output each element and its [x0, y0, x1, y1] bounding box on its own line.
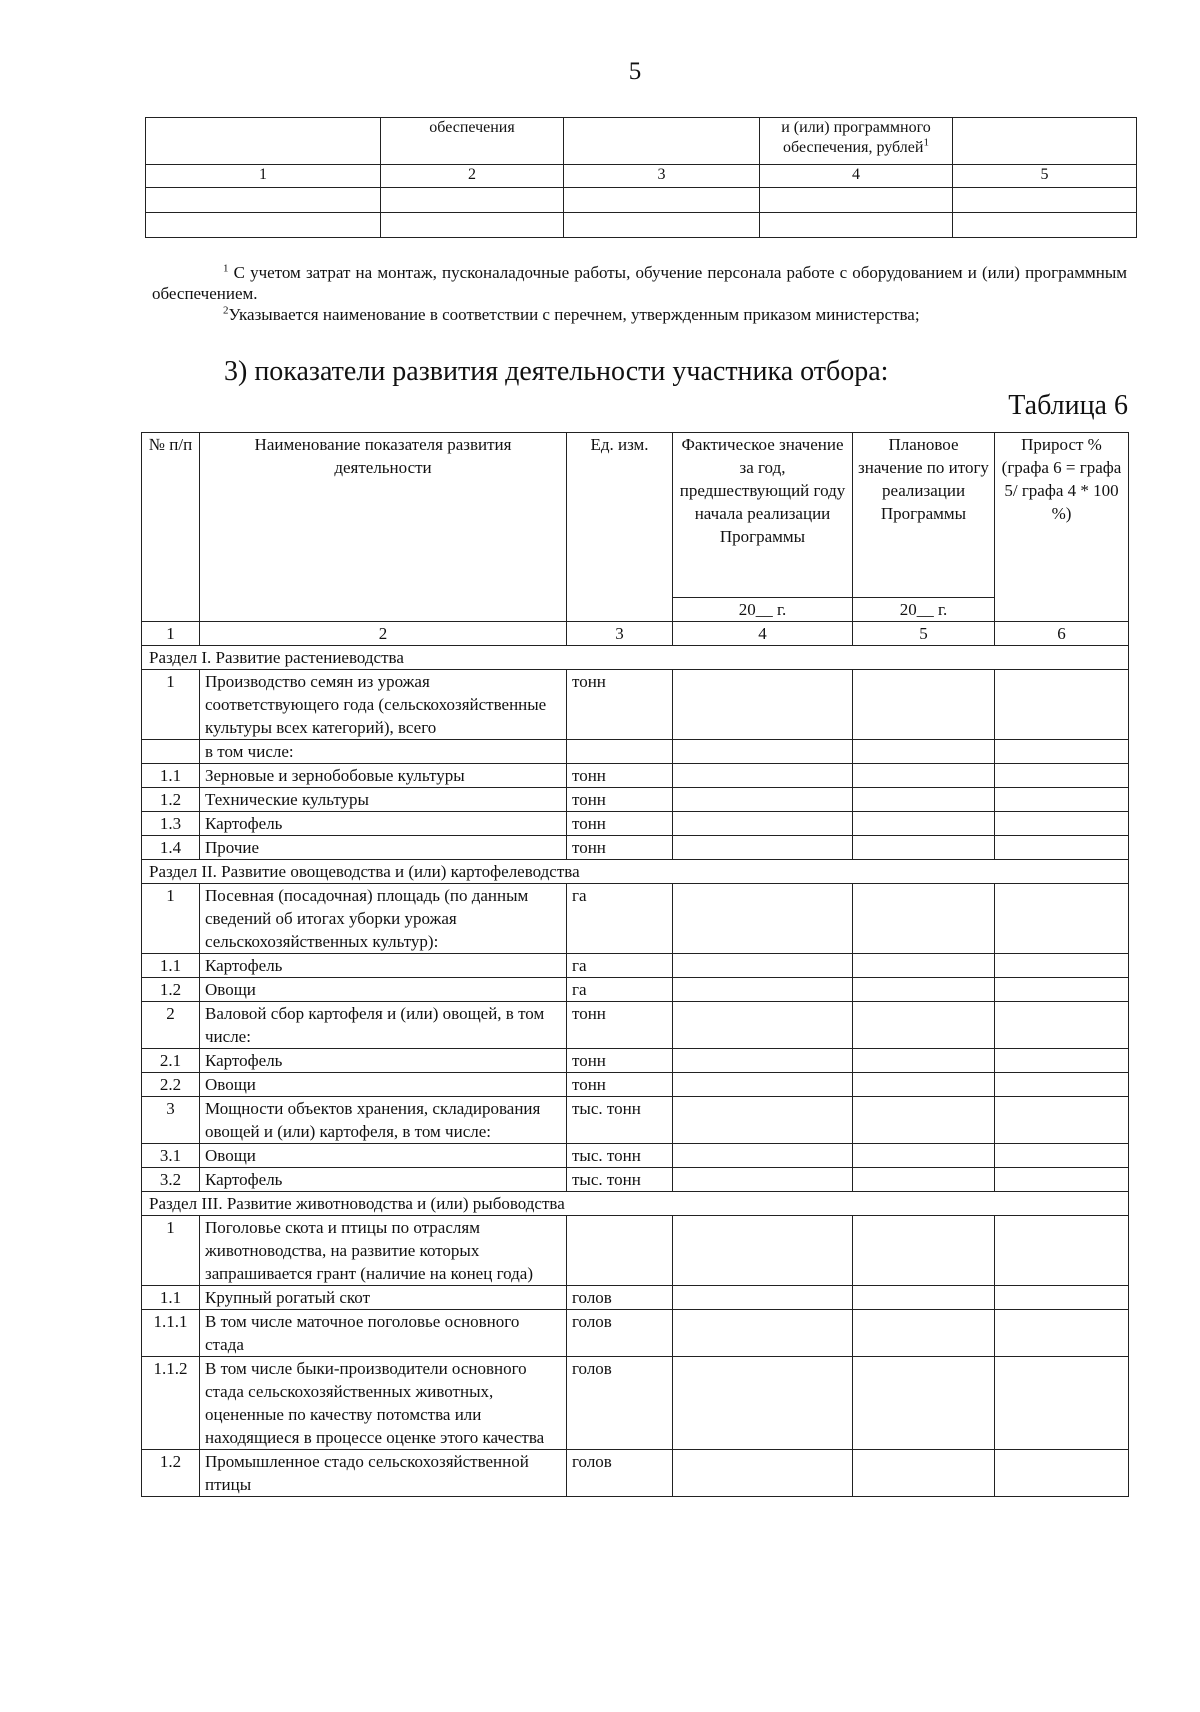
table-row	[142, 1002, 1129, 1049]
table-row	[142, 1216, 1129, 1286]
row-number: 1.1	[142, 1286, 200, 1310]
planned-value-cell	[853, 1216, 995, 1286]
column-number: 2	[200, 622, 567, 646]
row-number: 1.1	[142, 954, 200, 978]
actual-value-cell	[673, 978, 853, 1002]
footnote-2: Указывается наименование в соответствии с перечнем, утвержденным приказом министерства;	[228, 305, 920, 324]
section-title: Раздел I. Развитие растениеводства	[142, 646, 1129, 670]
actual-value-cell	[673, 1216, 853, 1286]
actual-value-cell	[673, 1310, 853, 1357]
planned-value-cell	[853, 1168, 995, 1192]
section-row	[142, 1192, 1129, 1216]
indicator-name: Поголовье скота и птицы по отраслям животноводства, на развитие которых запрашивается грант (наличие на конец года)	[200, 1216, 567, 1286]
table-row	[142, 1357, 1129, 1450]
indicator-name: Производство семян из урожая соответствующего года (сельскохозяйственные культуры всех категорий), всего	[200, 670, 567, 740]
row-number: 3.1	[142, 1144, 200, 1168]
planned-value-cell	[853, 788, 995, 812]
planned-value-cell	[853, 670, 995, 740]
row-number: 1.1.1	[142, 1310, 200, 1357]
indicator-name: Зерновые и зернобобовые культуры	[200, 764, 567, 788]
planned-value-cell	[853, 1073, 995, 1097]
column-number: 3	[567, 622, 673, 646]
growth-value-cell	[995, 1073, 1129, 1097]
growth-value-cell	[995, 670, 1129, 740]
unit-cell: тонн	[567, 670, 673, 740]
column-number: 1	[142, 622, 200, 646]
growth-value-cell	[995, 1357, 1129, 1450]
section-title: Раздел III. Развитие животноводства и (или) рыбоводства	[142, 1192, 1129, 1216]
planned-value-cell	[853, 1002, 995, 1049]
indicator-name: Картофель	[200, 1168, 567, 1192]
footnote-mark: 1	[223, 262, 229, 275]
table-row	[146, 213, 1137, 238]
actual-value-cell	[673, 1168, 853, 1192]
column-number: 6	[995, 622, 1129, 646]
top-header-cell	[760, 118, 953, 165]
growth-value-cell	[995, 1216, 1129, 1286]
growth-value-cell	[995, 764, 1129, 788]
row-number: 3	[142, 1097, 200, 1144]
row-number: 1.2	[142, 1450, 200, 1497]
unit-cell: голов	[567, 1450, 673, 1497]
table-row	[142, 788, 1129, 812]
row-number	[142, 740, 200, 764]
planned-value-cell	[853, 978, 995, 1002]
row-number: 2.1	[142, 1049, 200, 1073]
unit-cell: тонн	[567, 1049, 673, 1073]
unit-cell: голов	[567, 1286, 673, 1310]
top-header-text: и (или) программного обеспечения, рублей	[781, 119, 931, 156]
growth-value-cell	[995, 884, 1129, 954]
row-number: 3.2	[142, 1168, 200, 1192]
growth-value-cell	[995, 1168, 1129, 1192]
actual-value-cell	[673, 670, 853, 740]
indicator-name: Овощи	[200, 978, 567, 1002]
indicator-name: Крупный рогатый скот	[200, 1286, 567, 1310]
table-row	[146, 188, 1137, 213]
growth-value-cell	[995, 1097, 1129, 1144]
column-number: 4	[673, 622, 853, 646]
unit-cell	[567, 740, 673, 764]
table-caption: Таблица 6	[1008, 390, 1128, 421]
row-number: 1.3	[142, 812, 200, 836]
actual-value-cell	[673, 1286, 853, 1310]
column-number: 3	[564, 165, 760, 188]
growth-value-cell	[995, 812, 1129, 836]
header-name: Наименование показателя развития деятельности	[200, 433, 567, 622]
actual-value-cell	[673, 1097, 853, 1144]
actual-value-cell	[673, 954, 853, 978]
table-row	[142, 836, 1129, 860]
unit-cell: тонн	[567, 1073, 673, 1097]
indicator-name: Посевная (посадочная) площадь (по данным сведений об итогах уборки урожая сельскохозяйственных культур):	[200, 884, 567, 954]
row-number: 1.2	[142, 788, 200, 812]
table-row	[142, 1450, 1129, 1497]
planned-value-cell	[853, 1310, 995, 1357]
planned-value-cell	[853, 764, 995, 788]
table-row	[142, 812, 1129, 836]
indicator-name: В том числе быки-производители основного стада сельскохозяйственных животных, оцененные по качеству потомства или находящиеся в процессе оценке этого качества	[200, 1357, 567, 1450]
header-planned-year: 20__ г.	[853, 598, 995, 622]
actual-value-cell	[673, 836, 853, 860]
table-row	[142, 1073, 1129, 1097]
column-number: 5	[853, 622, 995, 646]
indicator-name: Промышленное стадо сельскохозяйственной птицы	[200, 1450, 567, 1497]
actual-value-cell	[673, 812, 853, 836]
growth-value-cell	[995, 740, 1129, 764]
growth-value-cell	[995, 1286, 1129, 1310]
row-number: 1	[142, 670, 200, 740]
section-row	[142, 646, 1129, 670]
planned-value-cell	[853, 836, 995, 860]
indicator-name: Технические культуры	[200, 788, 567, 812]
column-number: 5	[953, 165, 1137, 188]
indicator-name: Мощности объектов хранения, складирования овощей и (или) картофеля, в том числе:	[200, 1097, 567, 1144]
row-number: 1	[142, 1216, 200, 1286]
growth-value-cell	[995, 1144, 1129, 1168]
actual-value-cell	[673, 764, 853, 788]
section-heading: 3) показатели развития деятельности участника отбора:	[224, 356, 889, 387]
footnote-ref: 1	[923, 136, 929, 149]
planned-value-cell	[853, 740, 995, 764]
indicator-name: Валовой сбор картофеля и (или) овощей, в том числе:	[200, 1002, 567, 1049]
unit-cell: га	[567, 884, 673, 954]
unit-cell: га	[567, 954, 673, 978]
growth-value-cell	[995, 978, 1129, 1002]
row-number: 2	[142, 1002, 200, 1049]
table-row	[142, 1286, 1129, 1310]
unit-cell: тонн	[567, 812, 673, 836]
unit-cell: тыс. тонн	[567, 1144, 673, 1168]
column-number: 1	[146, 165, 381, 188]
indicator-name: Картофель	[200, 954, 567, 978]
top-header-cell	[146, 118, 381, 165]
growth-value-cell	[995, 836, 1129, 860]
planned-value-cell	[853, 954, 995, 978]
growth-value-cell	[995, 954, 1129, 978]
table-row	[142, 1097, 1129, 1144]
growth-value-cell	[995, 1310, 1129, 1357]
equipment-table-continuation	[145, 117, 1137, 238]
section-row	[142, 860, 1129, 884]
header-planned: Плановое значение по итогу реализации Программы	[853, 433, 995, 598]
footnotes	[152, 262, 1127, 325]
planned-value-cell	[853, 1286, 995, 1310]
unit-cell	[567, 1216, 673, 1286]
table-row	[142, 1049, 1129, 1073]
unit-cell: тонн	[567, 836, 673, 860]
planned-value-cell	[853, 1049, 995, 1073]
header-actual: Фактическое значение за год, предшествующий году начала реализации Программы	[673, 433, 853, 598]
unit-cell: тонн	[567, 1002, 673, 1049]
row-number: 2.2	[142, 1073, 200, 1097]
header-growth: Прирост % (графа 6 = графа 5/ графа 4 * 100 %)	[995, 433, 1129, 622]
indicators-table	[141, 432, 1129, 1497]
actual-value-cell	[673, 740, 853, 764]
table-row	[142, 978, 1129, 1002]
growth-value-cell	[995, 1049, 1129, 1073]
planned-value-cell	[853, 1357, 995, 1450]
growth-value-cell	[995, 788, 1129, 812]
row-number: 1.1.2	[142, 1357, 200, 1450]
planned-value-cell	[853, 1450, 995, 1497]
indicator-name: Овощи	[200, 1144, 567, 1168]
table-row	[142, 740, 1129, 764]
header-no: № п/п	[142, 433, 200, 622]
actual-value-cell	[673, 1144, 853, 1168]
indicator-name: в том числе:	[200, 740, 567, 764]
header-unit: Ед. изм.	[567, 433, 673, 622]
table-row	[142, 1168, 1129, 1192]
indicator-name: Овощи	[200, 1073, 567, 1097]
top-header-cell	[953, 118, 1137, 165]
row-number: 1.2	[142, 978, 200, 1002]
header-actual-year: 20__ г.	[673, 598, 853, 622]
row-number: 1.1	[142, 764, 200, 788]
planned-value-cell	[853, 1144, 995, 1168]
footnote-1: С учетом затрат на монтаж, пусконаладочные работы, обучение персонала работе с оборудованием и (или) программным обеспечением.	[152, 263, 1127, 303]
actual-value-cell	[673, 788, 853, 812]
table-row	[142, 1144, 1129, 1168]
actual-value-cell	[673, 1073, 853, 1097]
top-header-cell: обеспечения	[381, 118, 564, 165]
unit-cell: тыс. тонн	[567, 1097, 673, 1144]
footnote-mark: 2	[223, 304, 229, 317]
unit-cell: тыс. тонн	[567, 1168, 673, 1192]
indicator-name: Картофель	[200, 1049, 567, 1073]
planned-value-cell	[853, 812, 995, 836]
indicator-name: В том числе маточное поголовье основного стада	[200, 1310, 567, 1357]
unit-cell: голов	[567, 1310, 673, 1357]
table-row	[142, 1310, 1129, 1357]
column-number: 4	[760, 165, 953, 188]
unit-cell: тонн	[567, 764, 673, 788]
indicator-name: Прочие	[200, 836, 567, 860]
page-number: 5	[628, 58, 642, 85]
actual-value-cell	[673, 884, 853, 954]
table-row	[142, 884, 1129, 954]
growth-value-cell	[995, 1002, 1129, 1049]
row-number: 1.4	[142, 836, 200, 860]
actual-value-cell	[673, 1049, 853, 1073]
table-row	[142, 670, 1129, 740]
section-title: Раздел II. Развитие овощеводства и (или) картофелеводства	[142, 860, 1129, 884]
actual-value-cell	[673, 1450, 853, 1497]
table-row	[142, 764, 1129, 788]
actual-value-cell	[673, 1002, 853, 1049]
planned-value-cell	[853, 884, 995, 954]
unit-cell: голов	[567, 1357, 673, 1450]
unit-cell: тонн	[567, 788, 673, 812]
growth-value-cell	[995, 1450, 1129, 1497]
indicator-name: Картофель	[200, 812, 567, 836]
unit-cell: га	[567, 978, 673, 1002]
top-header-cell	[564, 118, 760, 165]
row-number: 1	[142, 884, 200, 954]
table-row	[142, 954, 1129, 978]
planned-value-cell	[853, 1097, 995, 1144]
actual-value-cell	[673, 1357, 853, 1450]
column-number: 2	[381, 165, 564, 188]
